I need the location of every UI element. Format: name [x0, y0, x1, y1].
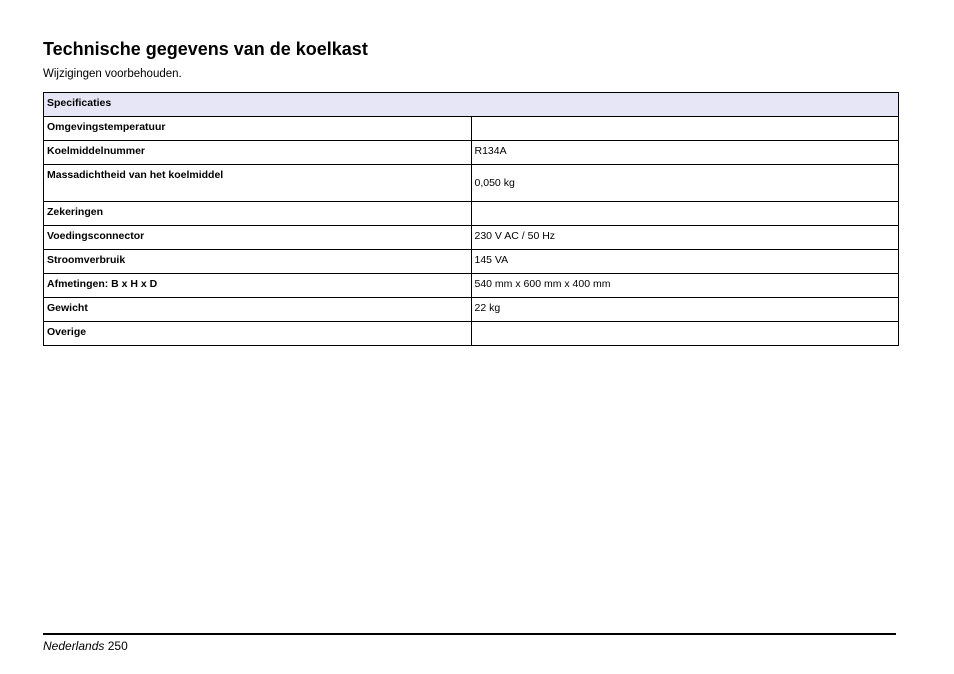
row-label: Zekeringen	[44, 202, 472, 226]
row-value: 230 V AC / 50 Hz	[471, 226, 899, 250]
row-value: 145 VA	[471, 250, 899, 274]
row-label: Voedingsconnector	[44, 226, 472, 250]
page-title: Technische gegevens van de koelkast	[43, 39, 368, 59]
table-row	[44, 322, 899, 346]
row-value	[471, 202, 899, 226]
row-label: Massadichtheid van het koelmiddel	[44, 165, 472, 202]
row-value: 540 mm x 600 mm x 400 mm	[471, 274, 899, 298]
row-value	[471, 322, 899, 346]
table-header-cell: Specificaties	[44, 93, 899, 117]
table-row	[44, 298, 899, 322]
row-value: R134A	[471, 141, 899, 165]
row-label: Overige	[44, 322, 472, 346]
row-label: Gewicht	[44, 298, 472, 322]
table-row	[44, 202, 899, 226]
table-row	[44, 250, 899, 274]
table-row	[44, 165, 899, 202]
footer-divider	[43, 633, 896, 635]
footer-page-number: 250	[107, 639, 128, 653]
table-row	[44, 226, 899, 250]
table-row	[44, 274, 899, 298]
row-label: Afmetingen: B x H x D	[44, 274, 472, 298]
row-label: Stroomverbruik	[44, 250, 472, 274]
row-label: Omgevingstemperatuur	[44, 117, 472, 141]
row-value: 22 kg	[471, 298, 899, 322]
page-subtitle: Wijzigingen voorbehouden.	[43, 68, 182, 80]
table-row	[44, 117, 899, 141]
row-value	[471, 117, 899, 141]
spec-table	[43, 92, 899, 346]
page-footer	[43, 639, 128, 653]
row-value: 0,050 kg	[471, 165, 899, 202]
footer-language: Nederlands	[43, 639, 105, 653]
table-row	[44, 141, 899, 165]
row-label: Koelmiddelnummer	[44, 141, 472, 165]
table-header-row	[44, 93, 899, 117]
